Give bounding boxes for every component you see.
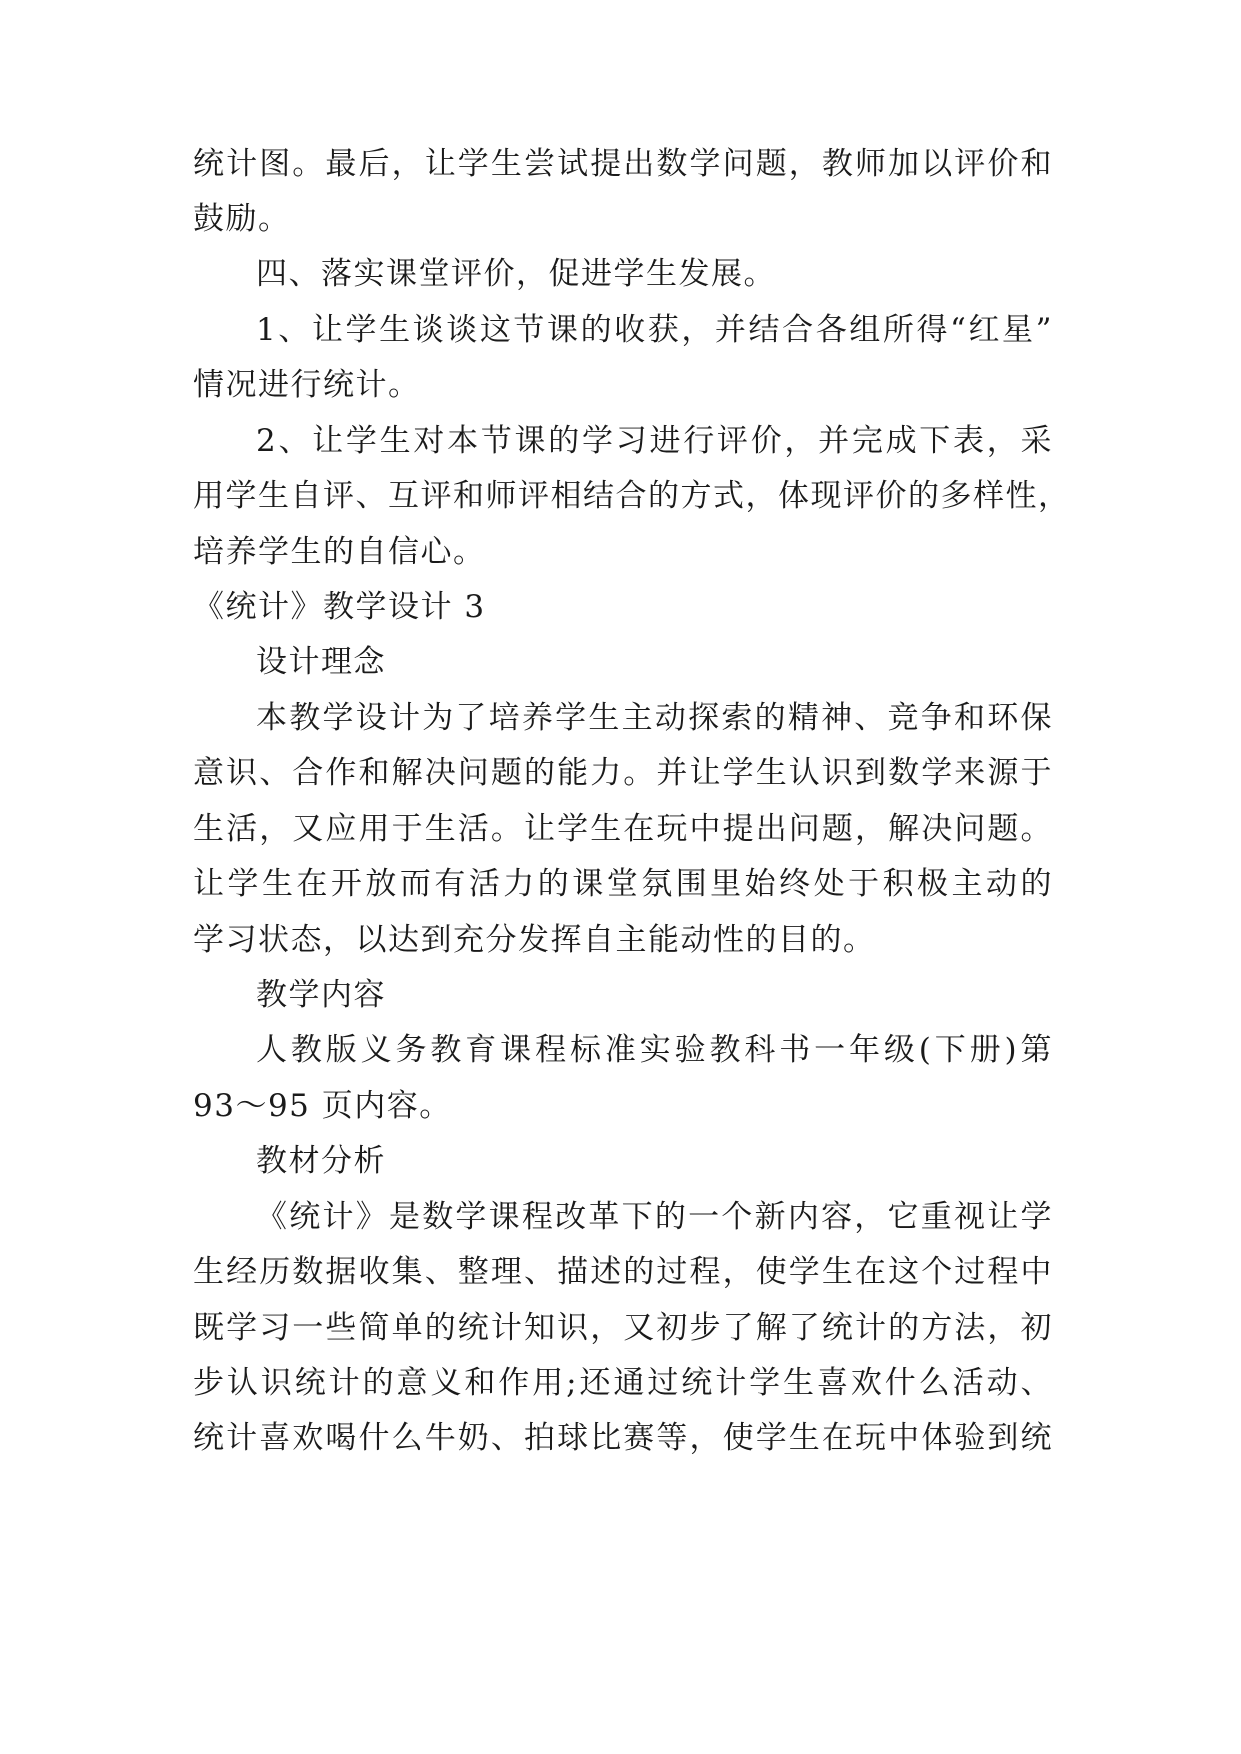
text-line: 2、让学生对本节课的学习进行评价，并完成下表，采	[256, 423, 1053, 459]
document-title: 《统计》教学设计 3	[193, 589, 486, 625]
section-heading: 设计理念	[256, 644, 386, 680]
text-line: 让学生在开放而有活力的课堂氛围里始终处于积极主动的	[193, 866, 1053, 902]
text-line: 既学习一些简单的统计知识，又初步了解了统计的方法，初	[193, 1310, 1053, 1346]
text-line: 学习状态，以达到充分发挥自主能动性的目的。	[193, 922, 876, 958]
text-line: 统计喜欢喝什么牛奶、拍球比赛等，使学生在玩中体验到统	[193, 1420, 1053, 1456]
text-line: 用学生自评、互评和师评相结合的方式，体现评价的多样性，	[193, 478, 1071, 514]
text-line: 情况进行统计。	[193, 367, 421, 403]
text-line: 93～95 页内容。	[193, 1088, 452, 1124]
text-line: 《统计》是数学课程改革下的一个新内容，它重视让学	[256, 1199, 1053, 1235]
section-heading: 教学内容	[256, 977, 386, 1013]
text-line: 本教学设计为了培养学生主动探索的精神、竞争和环保	[256, 700, 1053, 736]
section-heading: 四、落实课堂评价，促进学生发展。	[256, 256, 776, 292]
text-line: 鼓励。	[193, 201, 291, 237]
text-line: 生经历数据收集、整理、描述的过程，使学生在这个过程中	[193, 1254, 1053, 1290]
text-line: 意识、合作和解决问题的能力。并让学生认识到数学来源于	[193, 755, 1053, 791]
text-line: 培养学生的自信心。	[193, 534, 486, 570]
text-line: 1、让学生谈谈这节课的收获，并结合各组所得“红星”	[256, 312, 1053, 348]
text-line: 统计图。最后，让学生尝试提出数学问题，教师加以评价和	[193, 146, 1053, 182]
text-line: 步认识统计的意义和作用;还通过统计学生喜欢什么活动、	[193, 1365, 1053, 1401]
text-line: 人教版义务教育课程标准实验教科书一年级(下册)第	[256, 1032, 1053, 1068]
text-line: 生活，又应用于生活。让学生在玩中提出问题，解决问题。	[193, 811, 1053, 847]
section-heading: 教材分析	[256, 1143, 386, 1179]
